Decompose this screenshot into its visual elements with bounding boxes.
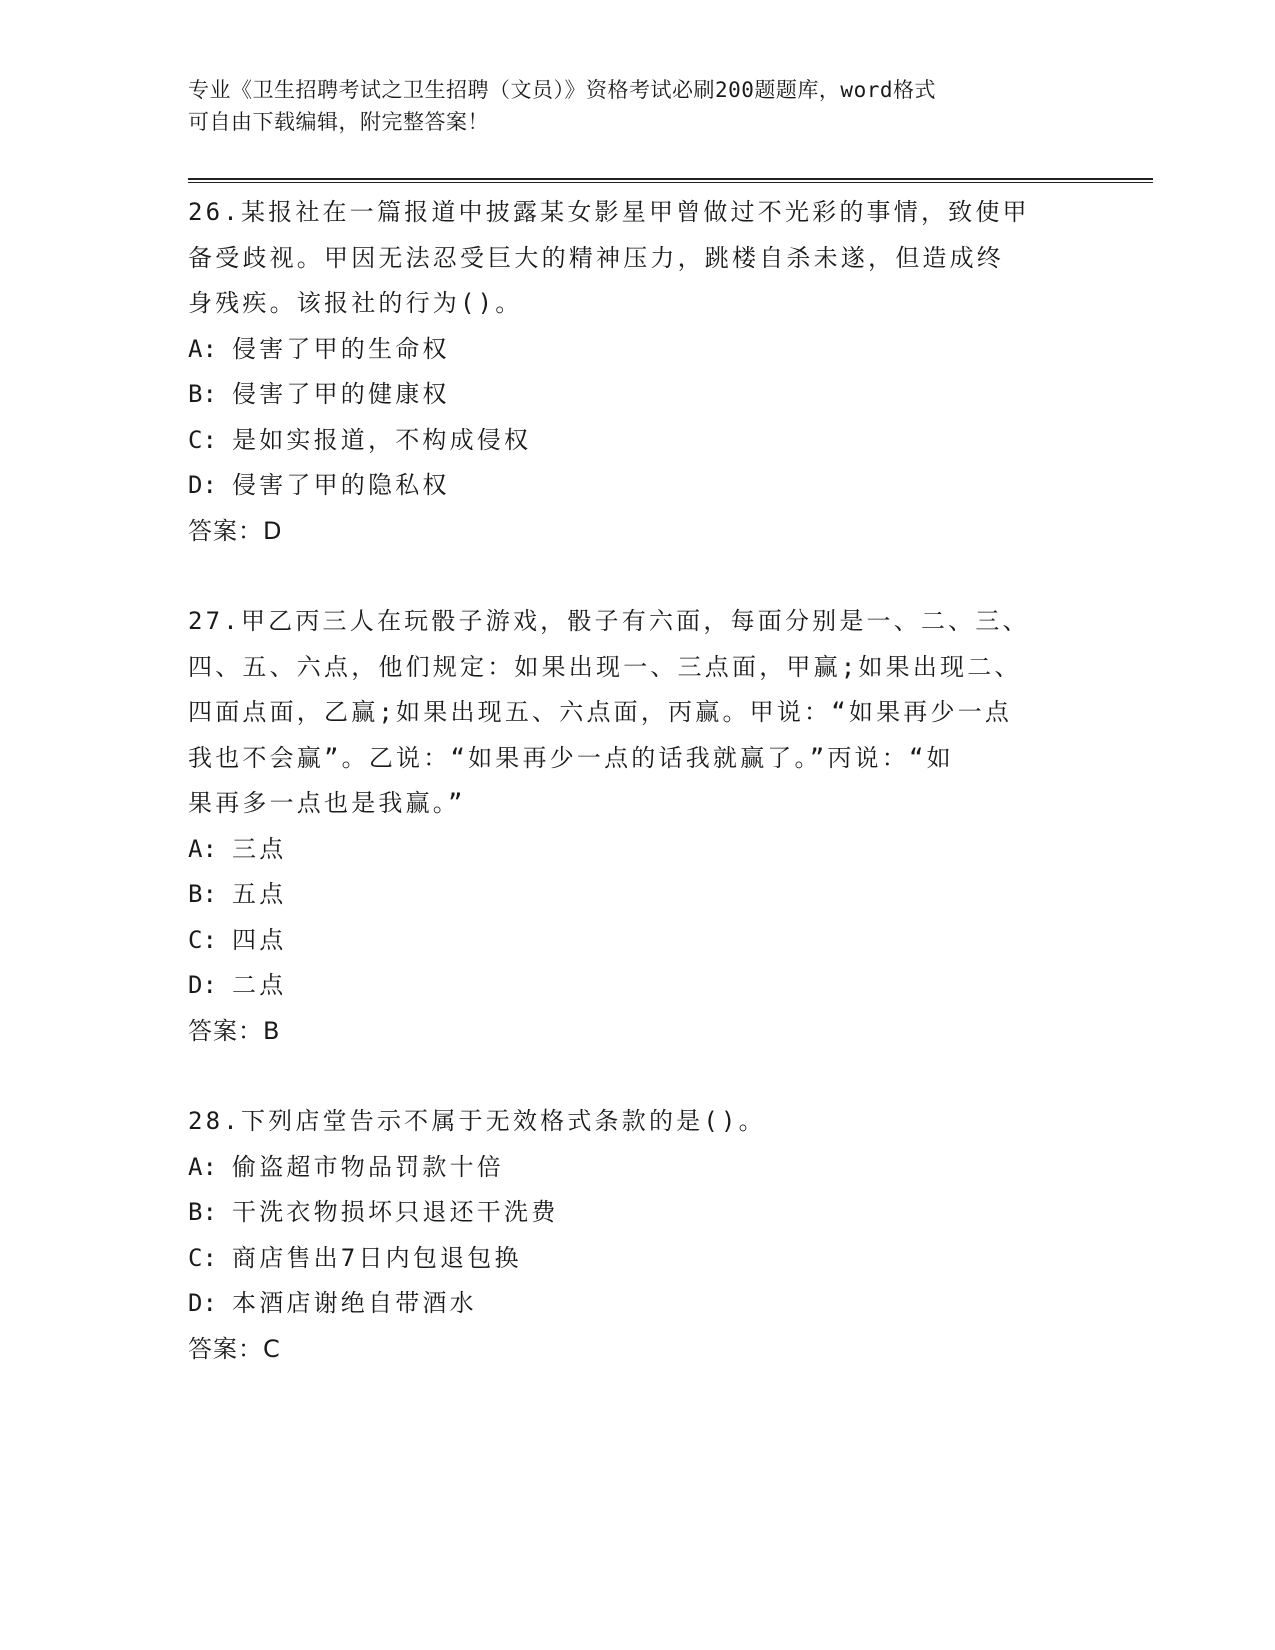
stem-line: 果再多一点也是我赢。” bbox=[188, 789, 466, 817]
option-a bbox=[188, 327, 1153, 373]
option-letter: A: bbox=[188, 334, 217, 363]
option-text: 侵害了甲的生命权 bbox=[232, 334, 450, 363]
stem-line: 身残疾。该报社的行为()。 bbox=[188, 289, 523, 317]
header-title-line-1: 专业《卫生招聘考试之卫生招聘（文员）》资格考试必刷200题题库，word格式 bbox=[188, 78, 936, 102]
question-stem bbox=[188, 599, 1153, 827]
option-d bbox=[188, 463, 1153, 509]
header-title-line-2: 可自由下载编辑，附完整答案！ bbox=[188, 110, 489, 134]
option-letter: D: bbox=[188, 1289, 217, 1317]
option-text: 本酒店谢绝自带酒水 bbox=[232, 1289, 477, 1317]
option-text: 二点 bbox=[232, 971, 287, 999]
option-text: 干洗衣物损坏只退还干洗费 bbox=[232, 1198, 559, 1226]
option-b bbox=[188, 372, 1153, 418]
option-c bbox=[188, 418, 1153, 464]
option-a bbox=[188, 827, 1153, 873]
option-text: 五点 bbox=[232, 880, 287, 908]
question-stem bbox=[188, 190, 1153, 327]
option-letter: B: bbox=[188, 880, 217, 908]
option-text: 是如实报道，不构成侵权 bbox=[232, 425, 532, 454]
option-text: 侵害了甲的隐私权 bbox=[232, 471, 450, 499]
option-letter: A: bbox=[188, 834, 217, 863]
option-c bbox=[188, 1236, 1153, 1282]
question-26 bbox=[188, 190, 1153, 554]
question-spacer bbox=[188, 1054, 1153, 1099]
stem-line: 我也不会赢”。乙说：“如果再少一点的话我就赢了。”丙说：“如 bbox=[188, 743, 954, 772]
document-page bbox=[188, 0, 1153, 1650]
stem-line: 四面点面，乙赢;如果出现五、六点面，丙赢。甲说：“如果再少一点 bbox=[188, 698, 1013, 726]
question-27 bbox=[188, 599, 1153, 1054]
option-c bbox=[188, 918, 1153, 964]
option-text: 偷盗超市物品罚款十倍 bbox=[232, 1152, 504, 1181]
question-spacer bbox=[188, 554, 1153, 599]
option-letter: C: bbox=[188, 925, 217, 954]
question-stem bbox=[188, 1099, 1153, 1145]
option-text: 侵害了甲的健康权 bbox=[232, 380, 450, 408]
answer-line: 答案：C bbox=[188, 1334, 281, 1363]
option-b bbox=[188, 1190, 1153, 1236]
option-letter: C: bbox=[188, 1243, 217, 1272]
option-text: 三点 bbox=[232, 834, 287, 863]
option-text: 四点 bbox=[232, 925, 287, 954]
stem-line: 28.下列店堂告示不属于无效格式条款的是()。 bbox=[188, 1107, 766, 1135]
option-a bbox=[188, 1145, 1153, 1191]
header-divider bbox=[188, 178, 1153, 183]
option-letter: B: bbox=[188, 1198, 217, 1226]
option-b bbox=[188, 872, 1153, 918]
stem-line: 27.甲乙丙三人在玩骰子游戏，骰子有六面，每面分别是一、二、三、 bbox=[188, 607, 1030, 635]
option-letter: D: bbox=[188, 471, 217, 499]
option-letter: D: bbox=[188, 971, 217, 999]
stem-line: 26.某报社在一篇报道中披露某女影星甲曾做过不光彩的事情，致使甲 bbox=[188, 198, 1030, 226]
option-text: 商店售出7日内包退包换 bbox=[232, 1243, 522, 1272]
question-list bbox=[188, 190, 1153, 1372]
document-header bbox=[188, 74, 1088, 138]
answer-line: 答案：B bbox=[188, 1016, 281, 1045]
option-letter: B: bbox=[188, 380, 217, 408]
stem-line: 四、五、六点，他们规定：如果出现一、三点面，甲赢;如果出现二、 bbox=[188, 652, 1022, 681]
option-letter: A: bbox=[188, 1152, 217, 1181]
answer-line: 答案：D bbox=[188, 516, 283, 545]
question-28 bbox=[188, 1099, 1153, 1372]
option-d bbox=[188, 1281, 1153, 1327]
option-d bbox=[188, 963, 1153, 1009]
stem-line: 备受歧视。甲因无法忍受巨大的精神压力，跳楼自杀未遂，但造成终 bbox=[188, 243, 1004, 272]
option-letter: C: bbox=[188, 425, 217, 454]
